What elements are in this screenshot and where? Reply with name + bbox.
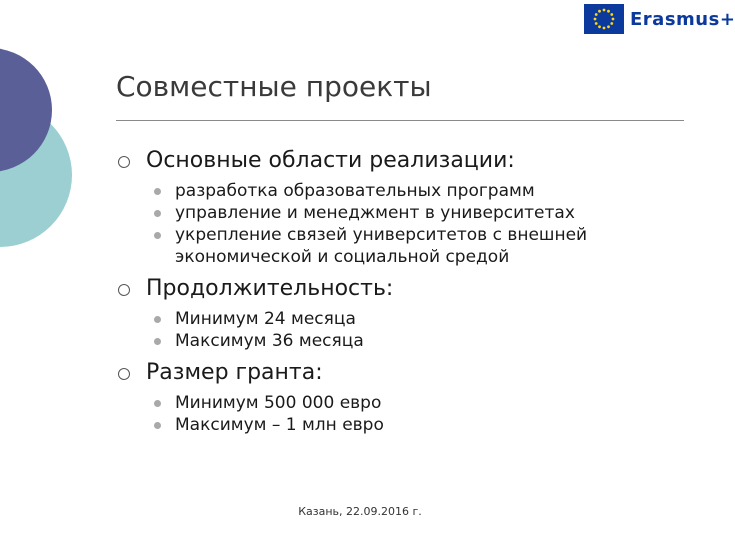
brand-name: Erasmus+ [630, 8, 735, 30]
sub-list [154, 180, 708, 268]
ring-bullet-icon [118, 284, 130, 296]
list-item-text: укрепление связей университетов с внешней экономической и социальной средой [175, 225, 588, 267]
erasmus-logo [584, 4, 735, 34]
dot-bullet-icon [154, 338, 161, 345]
dot-bullet-icon [154, 188, 161, 195]
section-heading [118, 146, 708, 176]
section-heading-text: Размер гранта: [146, 360, 323, 385]
decorative-circles [0, 0, 90, 260]
eu-flag-icon [584, 4, 624, 34]
dot-bullet-icon [154, 316, 161, 323]
ring-bullet-icon [118, 368, 130, 380]
list-item-text: Максимум – 1 млн евро [175, 415, 384, 435]
section-heading [118, 358, 708, 388]
section-heading-text: Продолжительность: [146, 276, 394, 301]
sub-list [154, 392, 708, 436]
ring-bullet-icon [118, 156, 130, 168]
list-item-text: разработка образовательных программ [175, 181, 535, 201]
list-item-text: Минимум 500 000 евро [175, 393, 382, 413]
title-divider [116, 120, 684, 121]
list-item [154, 392, 708, 414]
slide-content [118, 146, 708, 442]
section-heading-text: Основные области реализации: [146, 148, 515, 173]
footer-text: Казань, 22.09.2016 г. [298, 505, 422, 518]
list-item-text: Минимум 24 месяца [175, 309, 356, 329]
list-item-text: Максимум 36 месяца [175, 331, 364, 351]
sub-list [154, 308, 708, 352]
list-item [154, 330, 708, 352]
slide-title: Совместные проекты [116, 70, 432, 103]
dot-bullet-icon [154, 210, 161, 217]
section-heading [118, 274, 708, 304]
list-item-text: управление и менеджмент в университетах [175, 203, 575, 223]
list-item [154, 308, 708, 330]
list-item [154, 180, 708, 202]
dot-bullet-icon [154, 422, 161, 429]
dot-bullet-icon [154, 232, 161, 239]
dot-bullet-icon [154, 400, 161, 407]
list-item [154, 202, 708, 224]
list-item [154, 224, 708, 268]
list-item [154, 414, 708, 436]
